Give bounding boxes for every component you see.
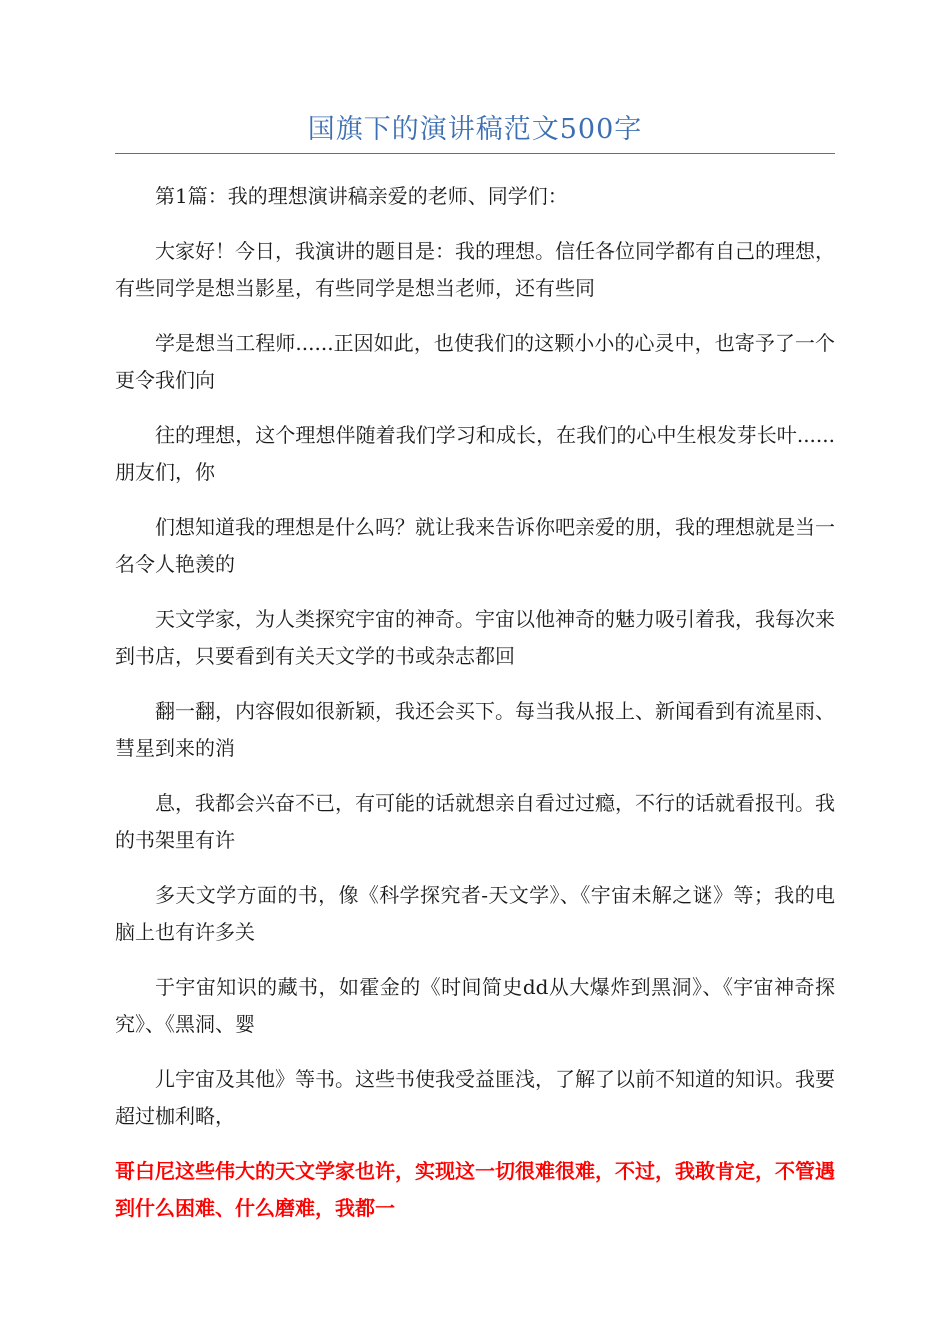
highlighted-paragraph: 哥白尼这些伟大的天文学家也许，实现这一切很难很难，不过，我敢肯定，不管遇到什么困难、什么磨难，我都一	[115, 1159, 835, 1220]
document-body	[115, 178, 835, 1245]
paragraph: 大家好！今日，我演讲的题目是：我的理想。信任各位同学都有自己的理想，有些同学是想当影星，有些同学是想当老师，还有些同	[115, 239, 835, 300]
paragraph: 息，我都会兴奋不已，有可能的话就想亲自看过过瘾，不行的话就看报刊。我的书架里有许	[115, 791, 835, 852]
paragraph: 多天文学方面的书，像《科学探究者-天文学》、《宇宙未解之谜》等；我的电脑上也有许多关	[115, 883, 835, 944]
paragraph: 学是想当工程师......正因如此，也使我们的这颗小小的心灵中，也寄予了一个更令我们向	[115, 331, 835, 392]
paragraph: 于宇宙知识的藏书，如霍金的《时间简史dd从大爆炸到黑洞》、《宇宙神奇探究》、《黑洞、婴	[115, 975, 835, 1036]
paragraph: 往的理想，这个理想伴随着我们学习和成长，在我们的心中生根发芽长叶......朋友们，你	[115, 423, 835, 484]
paragraph: 儿宇宙及其他》等书。这些书使我受益匪浅，了解了以前不知道的知识。我要超过枷利略，	[115, 1067, 835, 1128]
title-underline	[115, 153, 835, 154]
paragraph: 天文学家，为人类探究宇宙的神奇。宇宙以他神奇的魅力吸引着我，我每次来到书店，只要看到有关天文学的书或杂志都回	[115, 607, 835, 668]
paragraph: 第1篇：我的理想演讲稿亲爱的老师、同学们：	[155, 184, 568, 208]
paragraph: 翻一翻，内容假如很新颖，我还会买下。每当我从报上、新闻看到有流星雨、彗星到来的消	[115, 699, 835, 760]
document-title: 国旗下的演讲稿范文500字	[307, 114, 643, 145]
paragraph: 们想知道我的理想是什么吗？就让我来告诉你吧亲爱的朋，我的理想就是当一名令人艳羡的	[115, 515, 835, 576]
